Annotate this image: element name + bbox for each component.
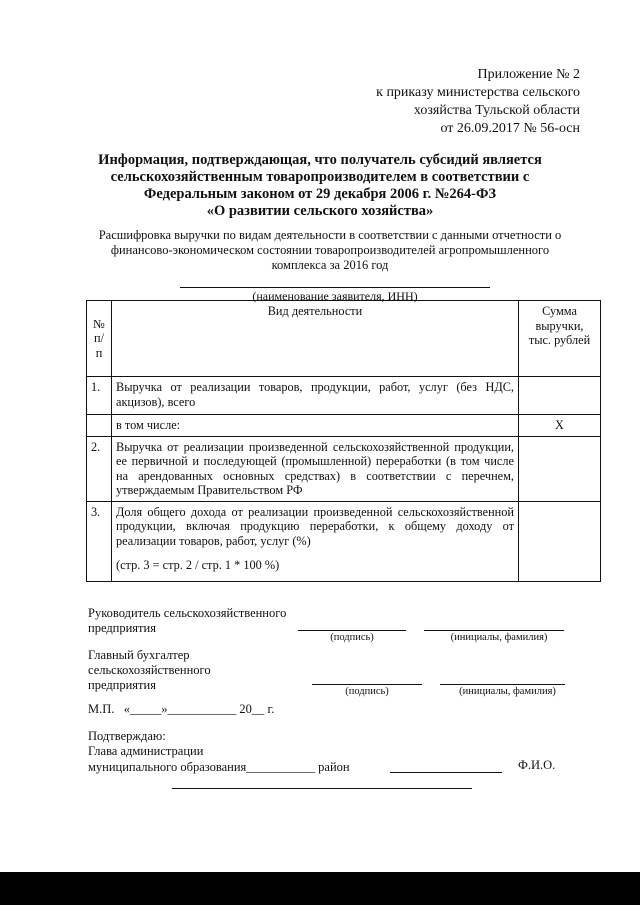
- row-num: 2.: [87, 436, 112, 501]
- accountant-signature-label: [88, 648, 211, 693]
- accountant-line-1: Главный бухгалтер: [88, 648, 190, 662]
- row-num: 1.: [87, 377, 112, 415]
- table-header-row: [87, 301, 601, 377]
- row-sum-cell[interactable]: [519, 501, 601, 581]
- admin-line-2: муниципального образования___________ район: [88, 760, 350, 774]
- title-line-3: Федеральным законом от 29 декабря 2006 г. №264-ФЗ: [143, 186, 497, 202]
- appendix-line-3: хозяйства Тульской области: [413, 103, 580, 118]
- row-text-cell: [112, 501, 519, 581]
- revenue-table: [86, 300, 601, 582]
- head-signature-label: [88, 606, 286, 636]
- appendix-line-2: к приказу министерства сельского: [376, 85, 580, 100]
- row-text: Доля общего дохода от реализации произведенной сельскохозяйственной продукции, включая продукцию переработки, к общему доходу от реализации товаров, работ, услуг (%): [116, 504, 514, 548]
- accountant-name-caption: (инициалы, фамилия): [459, 686, 556, 697]
- bottom-line: [172, 788, 472, 789]
- applicant-name-line: [180, 287, 490, 288]
- row-formula: (стр. 3 = стр. 2 / стр. 1 * 100 %): [116, 558, 280, 572]
- row-sum-cell: X: [519, 415, 601, 437]
- confirm-label: Подтверждаю:: [88, 729, 166, 743]
- header-sum: Сумма выручки, тыс. рублей: [519, 301, 601, 377]
- row-sum-cell[interactable]: [519, 377, 601, 415]
- head-line-1: Руководитель сельскохозяйственного: [88, 606, 287, 620]
- applicant-label: (наименование заявителя, ИНН): [252, 289, 418, 303]
- accountant-signature-line[interactable]: [312, 684, 422, 685]
- accountant-line-2: сельскохозяйственного: [88, 663, 211, 677]
- accountant-name-line[interactable]: [440, 684, 565, 685]
- table-row: [87, 415, 601, 437]
- row-text: Выручка от реализации товаров, продукции, работ, услуг (без НДС, акцизов), всего: [112, 377, 519, 415]
- fio-label: Ф.И.О.: [518, 758, 556, 772]
- appendix-line-4: от 26.09.2017 № 56-осн: [440, 121, 580, 136]
- subtitle-line-1: Расшифровка выручки по видам деятельности в соответствии с данными отчетности о: [98, 228, 562, 242]
- title-line-1: Информация, подтверждающая, что получатель субсидий является: [98, 152, 542, 168]
- row-text: Выручка от реализации произведенной сельскохозяйственной продукции, ее первичной и последующей (промышленной) переработки (в том числе на арендованных основных средствах) в соответствии с перечнем, утверждаемым Правительством РФ: [112, 436, 519, 501]
- row-sum-cell[interactable]: [519, 436, 601, 501]
- row-num: [87, 415, 112, 437]
- appendix-line-1: Приложение № 2: [477, 67, 580, 82]
- table-row: [87, 501, 601, 581]
- document-subtitle: [70, 228, 590, 273]
- admin-signature-line[interactable]: [390, 772, 502, 773]
- subtitle-line-2: финансово-экономическом состоянии товаропроизводителей агропромышленного: [110, 243, 550, 257]
- accountant-signature-caption: (подпись): [345, 686, 389, 697]
- head-signature-caption: (подпись): [330, 632, 374, 643]
- admin-line-1: Глава администрации: [88, 744, 204, 758]
- appendix-header: [340, 66, 580, 138]
- row-text: в том числе:: [112, 415, 519, 437]
- title-line-2: сельскохозяйственным товаропроизводителем в соответствии с: [110, 169, 530, 185]
- head-name-line[interactable]: [424, 630, 564, 631]
- table-row: [87, 436, 601, 501]
- head-name-caption: (инициалы, фамилия): [450, 632, 548, 643]
- header-num: № п/п: [87, 301, 112, 377]
- title-line-4: «О развитии сельского хозяйства»: [206, 203, 434, 219]
- head-line-2: предприятия: [88, 621, 156, 635]
- scan-bottom-edge: [0, 872, 640, 905]
- row-num: 3.: [87, 501, 112, 581]
- document-title: [60, 152, 580, 220]
- header-activity: Вид деятельности: [112, 301, 519, 377]
- head-signature-line[interactable]: [298, 630, 406, 631]
- accountant-line-3: предприятия: [88, 678, 156, 692]
- table-row: [87, 377, 601, 415]
- subtitle-line-3: комплекса за 2016 год: [271, 258, 389, 272]
- stamp-date-line: М.П. «_____»___________ 20__ г.: [88, 702, 275, 716]
